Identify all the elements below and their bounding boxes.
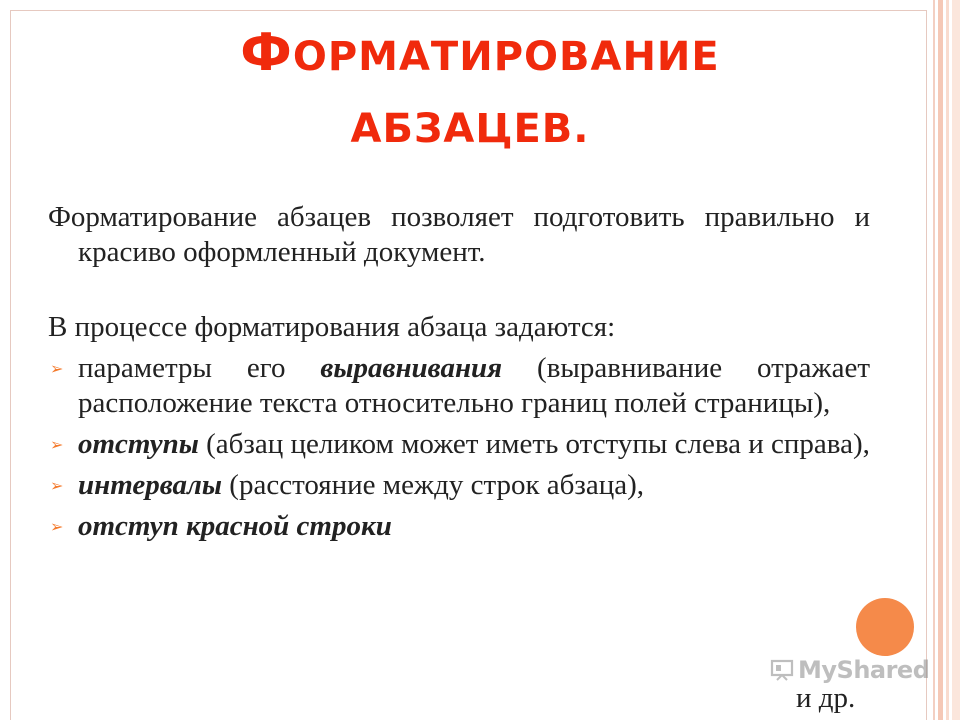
arrowhead-bullet-icon: ➢ xyxy=(50,435,64,454)
title-line-1 xyxy=(160,24,800,84)
title-line-2: АБЗАЦЕВ. xyxy=(350,105,590,152)
list-item xyxy=(48,351,870,421)
closing-text: и др. xyxy=(796,682,856,714)
watermark-text: MyShared xyxy=(798,656,930,684)
slide-body xyxy=(48,200,870,544)
list-heading: В процессе форматирования абзаца задаются: xyxy=(48,311,616,343)
item-description: (выравнивание отражает расположение текста относительно границ полей страницы), xyxy=(78,352,870,419)
title-line-1-rest: ОРМАТИРОВАНИЕ xyxy=(292,34,720,80)
intro-paragraph: Форматирование абзацев позволяет подготовить правильно и красиво оформленный документ. xyxy=(48,201,870,268)
arrowhead-bullet-icon: ➢ xyxy=(50,476,64,495)
item-prefix: параметры его xyxy=(78,352,321,384)
item-term: выравнивания xyxy=(320,352,503,384)
title-initial: Ф xyxy=(240,23,293,83)
decorative-stripe xyxy=(938,0,943,720)
list-item xyxy=(48,427,870,462)
list-item xyxy=(48,509,870,544)
arrowhead-bullet-icon: ➢ xyxy=(50,517,64,536)
item-term: отступ красной строки xyxy=(78,510,392,542)
item-term: отступы xyxy=(78,428,199,460)
list-item xyxy=(48,468,870,503)
decorative-stripe xyxy=(933,0,935,720)
presentation-board-icon xyxy=(770,659,794,681)
decorative-circle xyxy=(856,598,914,656)
slide-title xyxy=(160,24,800,152)
item-term: интервалы xyxy=(78,469,223,501)
bullet-list xyxy=(48,351,870,544)
item-description: (абзац целиком может иметь отступы слева и справа), xyxy=(198,428,870,460)
decorative-stripe xyxy=(946,0,949,720)
decorative-stripe xyxy=(952,0,960,720)
item-description: (расстояние между строк абзаца), xyxy=(222,469,645,501)
arrowhead-bullet-icon: ➢ xyxy=(50,359,64,378)
watermark xyxy=(770,656,929,684)
